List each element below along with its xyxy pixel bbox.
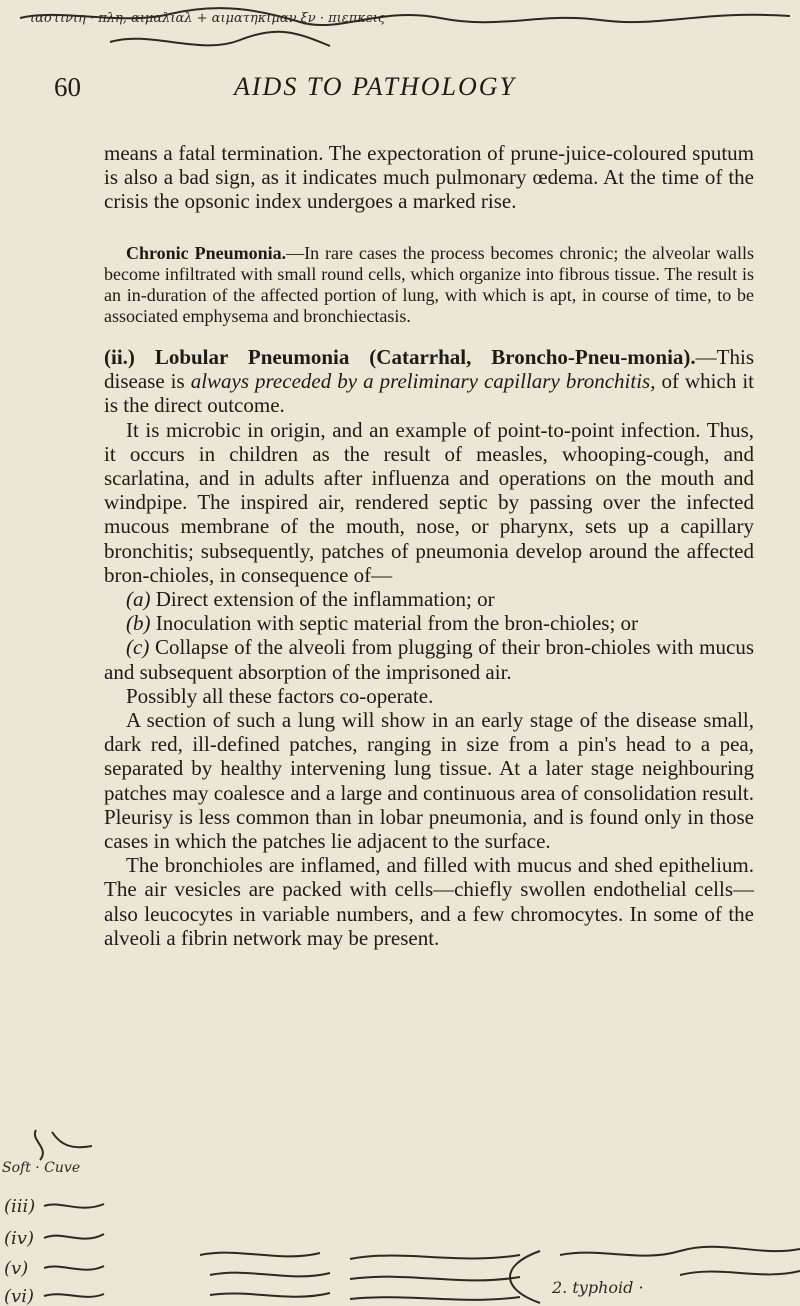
item-c-text: Collapse of the alveoli from plugging of their bron-chioles with mucus and subsequent absorption of the imprisoned air.	[104, 635, 754, 684]
top-handwriting-text: ιαστινιη · πλη, αιμαλιαλ + αιματηκιμαν ξν · πιεπκεις	[30, 11, 386, 26]
left-label-iii: (iii)	[4, 1196, 36, 1217]
factors-text: Possibly all these factors co-operate.	[126, 683, 434, 708]
bottom-handwriting	[200, 1245, 800, 1306]
item-c-label: (c)	[126, 635, 150, 660]
paragraph-factors	[104, 684, 754, 708]
running-head	[54, 72, 754, 112]
left-note-text: Soft · Cuve	[2, 1160, 81, 1176]
bottom-note-text: 2. typhoid ·	[552, 1278, 644, 1297]
paragraph-lobar-termination: means a fatal termination. The expectoration of prune-juice-coloured sputum is also a bad sign, as it indicates much pulmonary œdema. At the time of the crisis the opsonic index undergoes a marked rise.	[104, 141, 754, 213]
item-a-label: (a)	[126, 587, 151, 612]
microbic-origin-text: It is microbic in origin, and an example of point-to-point infection. Thus, it occurs in children as the result of measles, whooping-cough, and scarlatina, and in adults after influenza and operations on the mouth and windpipe. The inspired air, rendered septic by passing over the infected mucous membrane of the mouth, nose, or pharynx, sets up a capillary bronchitis; subsequently, patches of pneumonia develop around the affected bron-chioles, in consequence of—	[104, 417, 754, 587]
left-label-vi: (vi)	[4, 1286, 34, 1306]
lobular-intro-text: —This disease is	[104, 345, 754, 394]
paragraph-lobular-intro	[104, 345, 754, 418]
item-b-label: (b)	[126, 611, 151, 636]
lobular-italic-text: always preceded by a preliminary capillary bronchitis,	[190, 369, 656, 394]
left-margin-handwriting	[0, 1120, 110, 1306]
list-item-b	[104, 611, 754, 635]
chronic-pneumonia-heading: Chronic Pneumonia.	[126, 243, 287, 263]
paragraph-microbic-origin	[104, 418, 754, 587]
paragraph-bronchioles	[104, 853, 754, 950]
section-lobular-pneumonia	[104, 345, 754, 950]
section-lung-text: A section of such a lung will show in an early stage of the disease small, dark red, ill-defined patches, ranging in size from a pin's head to a pea, separated by healthy intervening lung tissue. At a later stage neighbouring patches may coalesce and a large and continuous area of consolidation result. Pleurisy is less common than in lobar pneumonia, and is found only in those cases in which the patches lie adjacent to the surface.	[104, 708, 754, 854]
paragraph-section-lung	[104, 708, 754, 853]
item-a-text: Direct extension of the inflammation; or	[150, 587, 495, 612]
chronic-pneumonia-text: —In rare cases the process becomes chronic; the alveolar walls become infiltrated with small round cells, which organize into fibrous tissue. The result is an in-duration of the affected portion of lung, with which is apt, in course of time, to be associated emphysema and bronchiectasis.	[104, 243, 755, 326]
item-b-text: Inoculation with septic material from the bron-chioles; or	[150, 611, 639, 636]
page-number: 60	[54, 72, 81, 102]
left-label-iv: (iv)	[4, 1228, 34, 1249]
paragraph-chronic-pneumonia	[104, 243, 754, 327]
bronchioles-text: The bronchioles are inflamed, and filled with mucus and shed epithelium. The air vesicles are packed with cells—chiefly swollen endothelial cells—also leucocytes in variable numbers, and a few chromocytes. In some of the alveoli a fibrin network may be present.	[104, 853, 754, 950]
lobular-pneumonia-heading: (ii.) Lobular Pneumonia (Catarrhal, Broncho-Pneu-monia).	[104, 345, 696, 369]
running-title: AIDS TO PATHOLOGY	[234, 72, 517, 101]
list-item-a	[104, 587, 754, 611]
lobular-intro-rest: of which it is the direct outcome.	[104, 369, 755, 418]
left-label-v: (v)	[4, 1258, 29, 1279]
list-item-c	[104, 635, 754, 683]
top-handwritten-annotation	[0, 0, 800, 70]
